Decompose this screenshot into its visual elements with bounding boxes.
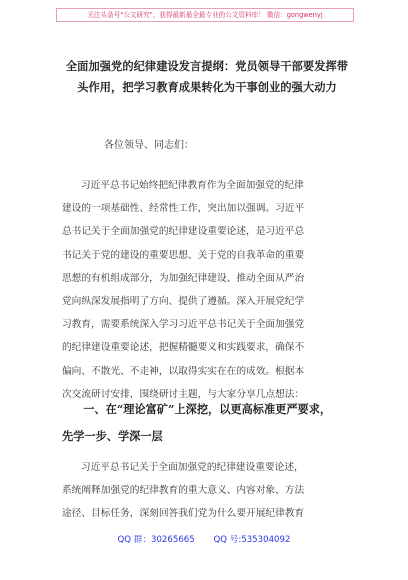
paragraph-line: 书记关于党的建设的重要思想、关于党的自我革命的重要	[62, 249, 305, 261]
paragraph-line: 偏向、不散光、不走神，以取得实实在在的成效。根据本	[62, 365, 305, 377]
paragraph-line: 思想的有机组成部分，为加强纪律建设、推动全面从严治	[62, 272, 305, 284]
paragraph-line: 建设的一项基础性、经常性工作，突出加以强调。习近平	[62, 203, 305, 215]
paragraph-line: 习近平总书记关于全面加强党的纪律建设重要论述，	[80, 462, 304, 473]
greeting: 各位领导、同志们：	[104, 140, 194, 151]
footer-qq-number: QQ 号:535304092	[213, 535, 291, 545]
heading-line: 一、在“理论富矿”上深挖，以更高标准更严要求，	[83, 402, 332, 416]
paragraph-line: 的纪律建设重要论述，把握精髓要义和实践要求，确保不	[62, 342, 305, 354]
title-line: 全面加强党的纪律建设发言提纲：党员领导干部要发挥带	[65, 59, 349, 73]
footer-qq-group: QQ 群：30265665	[117, 535, 195, 545]
paragraph-line: 途径、目标任务，深刻回答我们党为什么要开展纪律教育	[62, 508, 305, 520]
paragraph-intro	[62, 174, 354, 406]
heading-line: 先学一步、学深一层	[62, 429, 163, 443]
paragraph-section-one	[62, 456, 354, 526]
document-title	[62, 56, 352, 98]
promo-banner[interactable]	[56, 8, 354, 22]
page-footer	[0, 533, 408, 545]
paragraph-line: 次交流研讨安排，围绕研讨主题，与大家分享几点想法：	[62, 388, 305, 400]
paragraph-line: 党向纵深发展指明了方向、提供了遵循。深入开展党纪学	[62, 295, 305, 307]
paragraph-line: 习近平总书记始终把纪律教育作为全面加强党的纪律	[80, 180, 304, 191]
promo-banner-text: 关注头条号"公文研究"，获得最新最全最专业的公文资料库！ 微信：gongwenyj	[87, 11, 323, 19]
section-heading	[62, 396, 362, 450]
paragraph-line: 总书记关于全面加强党的纪律建设重要论述，是习近平总	[62, 226, 305, 238]
paragraph-line: 系统阐释加强党的纪律教育的重大意义、内容对象、方法	[62, 485, 305, 497]
paragraph-line: 习教育，需要系统深入学习习近平总书记关于全面加强党	[62, 319, 305, 331]
title-line: 头作用，把学习教育成果转化为干事创业的强大动力	[77, 80, 337, 94]
